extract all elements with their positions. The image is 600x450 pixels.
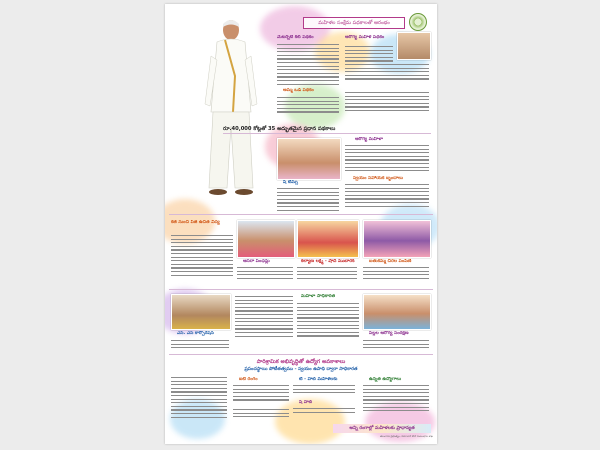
section-heading: షీ టీమ్స్ <box>283 180 298 185</box>
section-text <box>233 409 289 420</box>
section-text <box>345 46 393 64</box>
bottom-subtitle: ప్రపంచస్థాయి పోటీతత్వము - స్వయం ఉపాధి ద్వారా సాధికారత <box>244 367 358 372</box>
section-text <box>293 408 355 415</box>
leader-figure <box>195 16 267 204</box>
section-text <box>237 267 293 281</box>
section-text <box>171 235 233 278</box>
section-heading: ఉన్నత ఉద్యోగాలు <box>369 377 402 382</box>
saree-distribution-photo <box>363 220 431 258</box>
section-heading: కేజీ నుంచి పీజీ ఉచిత విద్య <box>171 220 220 225</box>
section-text <box>233 385 289 403</box>
section-text <box>345 92 429 114</box>
section-text <box>345 184 429 209</box>
section-text <box>297 303 359 339</box>
section-heading: బతుకమ్మ చీరల పంపిణీ <box>369 259 412 264</box>
section-heading: ఆసరా పింఛన్లు <box>243 259 270 264</box>
divider <box>169 289 433 290</box>
section-heading: అమ్మ ఒడి పథకం <box>283 88 314 93</box>
section-heading: షి హబ్ <box>299 400 313 405</box>
divider <box>223 133 431 134</box>
section-text <box>345 64 429 82</box>
section-text <box>293 385 355 396</box>
section-heading: మెటర్నిటీ కిట్ పథకం <box>277 35 314 40</box>
advertisement-page <box>165 4 437 444</box>
section-heading: ఆరోగ్య మహిళా <box>355 137 383 142</box>
section-heading: స్వయం సహాయక బృందాలు <box>353 176 403 181</box>
section-text <box>363 385 429 414</box>
wedding-photo <box>297 220 359 258</box>
section-heading: ఆరోగ్య మహిళ పథకం <box>345 35 385 40</box>
event-photo <box>277 138 341 180</box>
child-care-photo <box>363 294 431 330</box>
state-emblem-icon <box>409 13 427 31</box>
section-heading: కల్యాణ లక్ష్మి - షాదీ ముబారక్ <box>301 259 355 264</box>
section-text <box>297 267 357 281</box>
corporation-photo <box>171 294 231 330</box>
headline: రూ.40,000 కోట్లతో 35 అద్భుతమైన ప్రధాన పథకాలు <box>223 126 336 132</box>
page-banner: మహిళల సంక్షేమ పథకాలతో ఆరంభం <box>303 17 405 29</box>
section-text <box>345 145 429 174</box>
section-text <box>363 267 429 281</box>
footer-slogan: అన్ని రంగాల్లో మహిళలకు ప్రాధాన్యత <box>333 424 431 433</box>
section-heading: పిల్లల ఆరోగ్య సంరక్షణ <box>369 331 409 336</box>
section-text <box>277 188 339 213</box>
section-text <box>277 97 339 115</box>
section-text <box>171 377 227 420</box>
welfare-photo <box>237 220 295 258</box>
section-text <box>363 340 429 351</box>
section-heading: ఐటి రంగం <box>239 377 258 382</box>
section-text <box>235 296 293 339</box>
maternity-kit-photo <box>397 32 431 60</box>
section-heading: ఎస్. ఎస్ కార్పొరేషన్ <box>177 331 214 336</box>
section-text <box>171 340 229 351</box>
divider <box>169 354 433 355</box>
section-heading: మహిళా సాధికారత <box>301 294 336 299</box>
footer-imprint: తెలంగాణ ప్రభుత్వం, సమాచార పౌర సంబంధాల శాఖ <box>380 435 433 438</box>
divider <box>169 214 433 215</box>
section-text <box>277 44 339 87</box>
bottom-title: పారిశ్రామిక అభివృద్ధితో ఉద్యోగ అవకాశాలు <box>256 359 346 365</box>
section-heading: టి - హబ్ మహిళలకు <box>299 377 338 382</box>
